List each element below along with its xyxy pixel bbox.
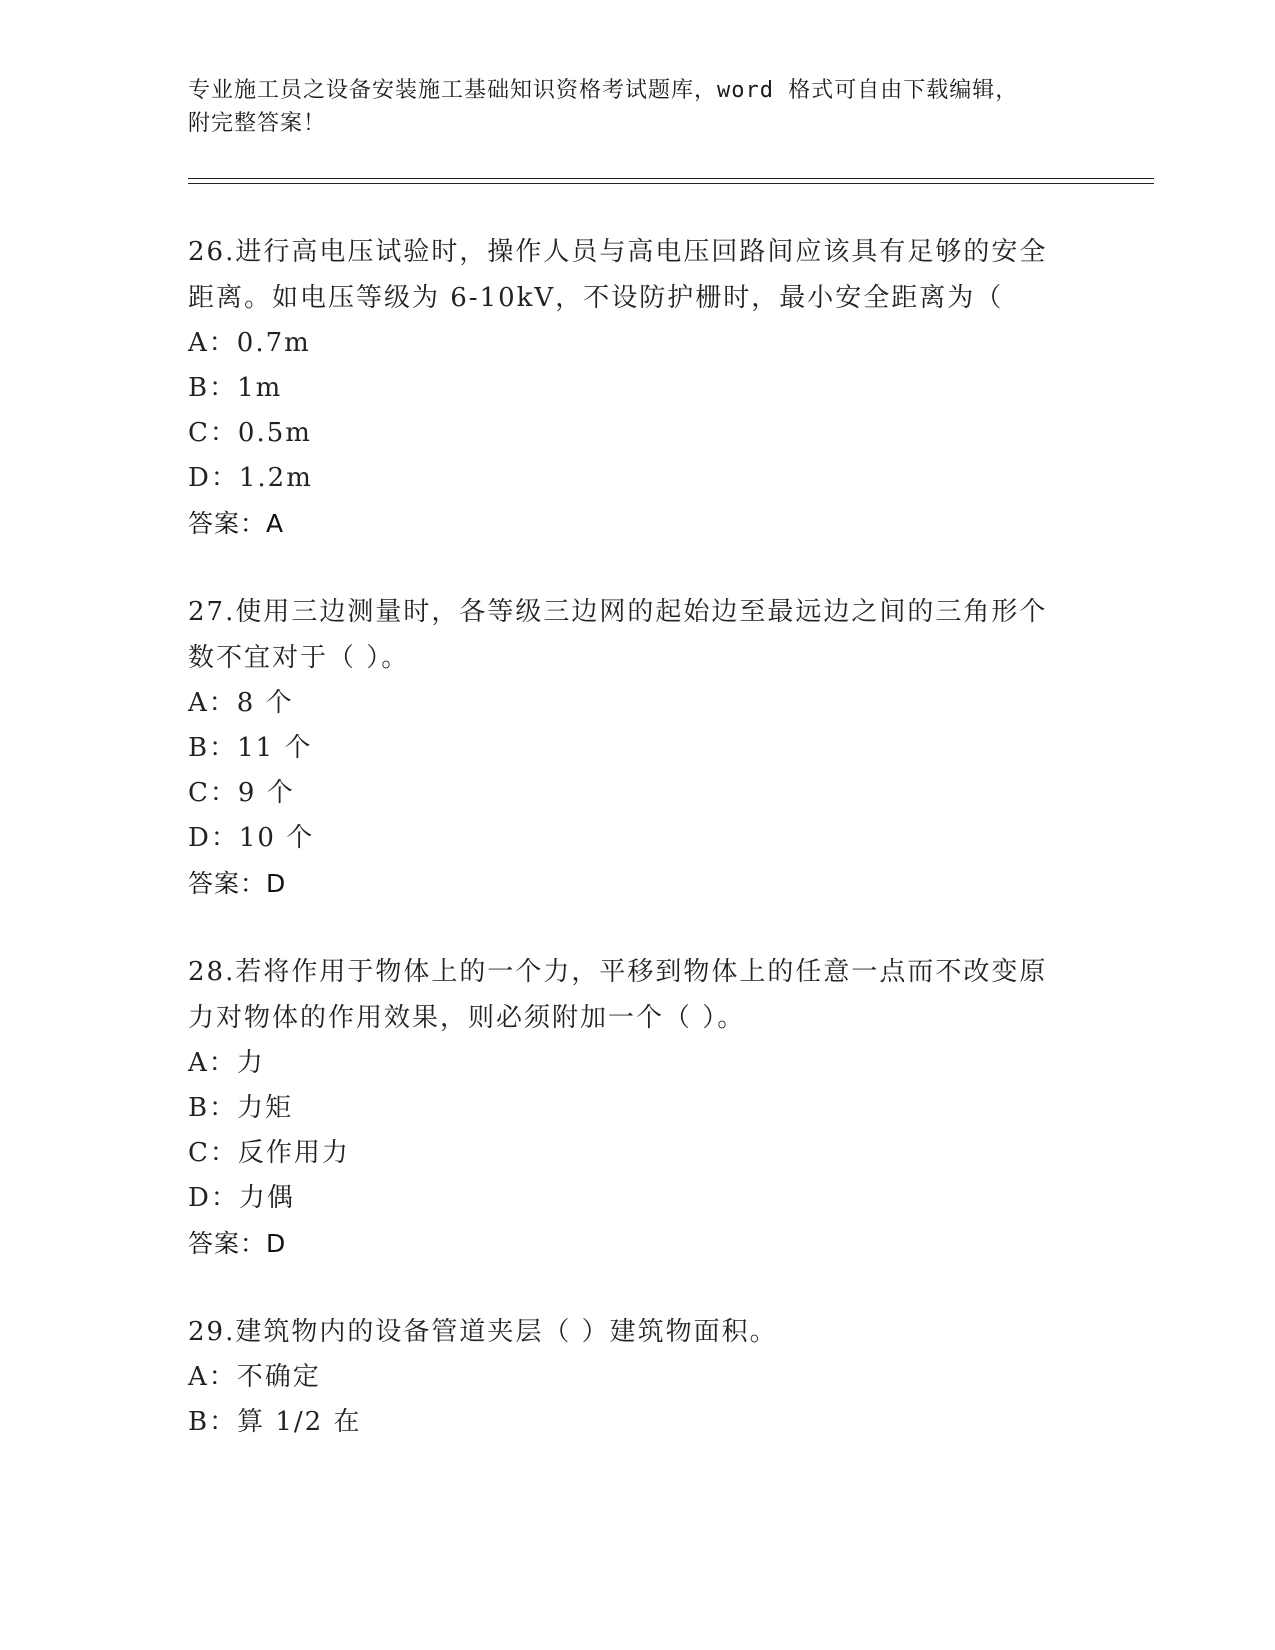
question-27: [188, 589, 1088, 907]
document-header: [188, 74, 1068, 140]
option-c: [188, 411, 1088, 456]
question-26: [188, 229, 1088, 547]
option-letter: D：: [188, 823, 239, 853]
option-text: 不确定: [236, 1362, 321, 1392]
question-stem-line: 27.使用三边测量时，各等级三边网的起始边至最远边之间的三角形个: [188, 597, 1048, 627]
option-b: [188, 366, 1088, 411]
question-stem-line: 力对物体的作用效果，则必须附加一个（ ）。: [188, 1003, 746, 1033]
answer-line: 答案：D: [188, 869, 287, 898]
option-b: [188, 1086, 1088, 1131]
option-text: 算 1/2 在: [237, 1407, 362, 1437]
option-c: [188, 771, 1088, 816]
option-text: 1.2m: [238, 463, 313, 493]
question-28: [188, 949, 1088, 1267]
option-text: 9 个: [237, 778, 295, 808]
option-letter: A：: [188, 328, 237, 358]
option-letter: A：: [188, 688, 237, 718]
header-line-2: 附完整答案！: [188, 111, 327, 136]
option-a: [188, 1355, 1088, 1400]
option-b: [188, 726, 1088, 771]
question-stem-line: 29.建筑物内的设备管道夹层（ ）建筑物面积。: [188, 1317, 778, 1347]
question-stem-line: 数不宜对于（ ）。: [188, 643, 410, 673]
option-text: 1m: [237, 373, 283, 403]
option-b: [188, 1400, 1088, 1445]
option-letter: B：: [188, 733, 238, 763]
option-letter: A：: [188, 1362, 237, 1392]
option-text: 8 个: [236, 688, 294, 718]
option-text: 0.5m: [237, 418, 312, 448]
question-stem-line: 距离。如电压等级为 6-10kV，不设防护栅时，最小安全距离为（: [188, 283, 1004, 313]
header-line-1: 专业施工员之设备安装施工基础知识资格考试题库，word 格式可自由下载编辑，: [188, 78, 1019, 103]
option-c: [188, 1131, 1088, 1176]
option-letter: D：: [188, 1183, 239, 1213]
option-d: [188, 1176, 1088, 1221]
option-a: [188, 681, 1088, 726]
option-letter: A：: [188, 1048, 237, 1078]
option-letter: B：: [188, 373, 238, 403]
answer-line: 答案：A: [188, 509, 285, 538]
option-letter: D：: [188, 463, 239, 493]
option-text: 反作用力: [237, 1138, 350, 1168]
option-text: 10 个: [238, 823, 315, 853]
option-letter: C：: [188, 778, 238, 808]
answer-line: 答案：D: [188, 1229, 287, 1258]
option-letter: B：: [188, 1407, 238, 1437]
option-d: [188, 816, 1088, 861]
header-double-rule: [188, 178, 1154, 184]
option-d: [188, 456, 1088, 501]
option-letter: C：: [188, 418, 238, 448]
option-a: [188, 321, 1088, 366]
question-stem-line: 26.进行高电压试验时，操作人员与高电压回路间应该具有足够的安全: [188, 237, 1048, 267]
option-a: [188, 1041, 1088, 1086]
option-text: 11 个: [237, 733, 313, 763]
question-stem-line: 28.若将作用于物体上的一个力，平移到物体上的任意一点而不改变原: [188, 957, 1048, 987]
option-text: 力偶: [238, 1183, 295, 1213]
option-text: 0.7m: [236, 328, 311, 358]
option-text: 力矩: [237, 1093, 294, 1123]
option-text: 力: [236, 1048, 265, 1078]
option-letter: C：: [188, 1138, 238, 1168]
question-29: [188, 1309, 1088, 1445]
option-letter: B：: [188, 1093, 238, 1123]
